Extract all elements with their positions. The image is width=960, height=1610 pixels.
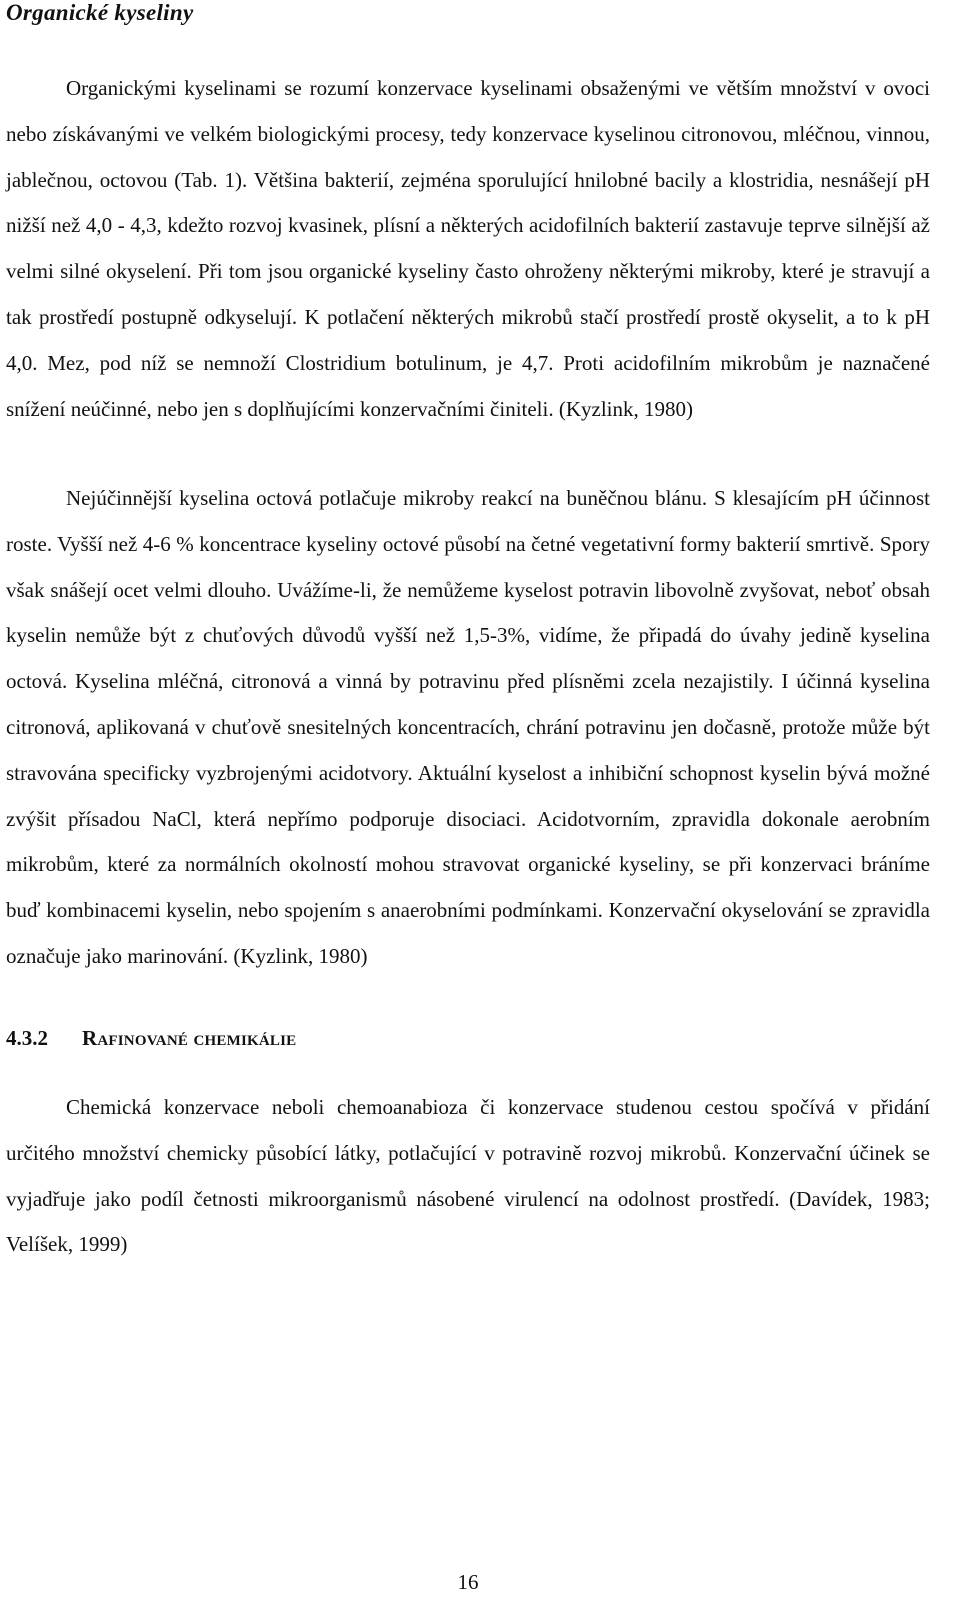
section-number: 4.3.2 — [6, 1026, 48, 1050]
subsection-heading: Organické kyseliny — [6, 0, 194, 25]
section-heading — [6, 1026, 296, 1051]
paragraph-organic-acids: Organickými kyselinami se rozumí konzervace kyselinami obsaženými ve větším množství v ovoci nebo získávanými ve velkém biologickými procesy, tedy konzervace kyselinou citronovou, mléčnou, vinnou, jablečnou, octovou (Tab. 1). Většina bakterií, zejména sporulující hnilobné bacily a klostridia, nesnášejí pH nižší než 4,0 - 4,3, kdežto rozvoj kvasinek, plísní a některých acidofilních bakterií zastavuje teprve silnější až velmi silné okyselení. Při tom jsou organické kyseliny často ohroženy některými mikroby, které je stravují a tak prostředí postupně odkyselují. K potlačení některých mikrobů stačí prostředí prostě okyselit, a to k pH 4,0. Mez, pod níž se nemnoží Clostridium botulinum, je 4,7. Proti acidofilním mikrobům je naznačené snížení neúčinné, nebo jen s doplňujícími konzervačními činiteli. (Kyzlink, 1980) — [6, 76, 930, 421]
section-title: Rafinované chemikálie — [82, 1026, 297, 1050]
paragraph-chemical-preservation: Chemická konzervace neboli chemoanabioza či konzervace studenou cestou spočívá v přidání určitého množství chemicky působící látky, potlačující v potravině rozvoj mikrobů. Konzervační účinek se vyjadřuje jako podíl četnosti mikroorganismů násobené virulencí na odolnost prostředí. (Davídek, 1983; Velíšek, 1999) — [6, 1095, 930, 1257]
paragraph-acetic-acid: Nejúčinnější kyselina octová potlačuje mikroby reakcí na buněčnou blánu. S klesajícím pH účinnost roste. Vyšší než 4-6 % koncentrace kyseliny octové působí na četné vegetativní formy bakterií smrtivě. Spory však snášejí ocet velmi dlouho. Uvážíme-li, že nemůžeme kyselost potravin libovolně zvyšovat, neboť obsah kyselin nemůže být z chuťových důvodů vyšší než 1,5-3%, vidíme, že připadá do úvahy jedině kyselina octová. Kyselina mléčná, citronová a vinná by potravinu před plísněmi zcela nezajistily. I účinná kyselina citronová, aplikovaná v chuťově snesitelných koncentracích, chrání potravinu jen dočasně, protože může být stravována specificky vyzbrojenými acidotvory. Aktuální kyselost a inhibiční schopnost kyselin bývá možné zvýšit přísadou NaCl, která nepřímo podporuje disociaci. Acidotvorním, zpravidla dokonale aerobním mikrobům, které za normálních okolností mohou stravovat organické kyseliny, se při konzervaci bráníme buď kombinacemi kyselin, nebo spojením s anaerobními podmínkami. Konzervační okyselování se zpravidla označuje jako marinování. (Kyzlink, 1980) — [6, 486, 930, 968]
page-number: 16 — [457, 1570, 479, 1594]
